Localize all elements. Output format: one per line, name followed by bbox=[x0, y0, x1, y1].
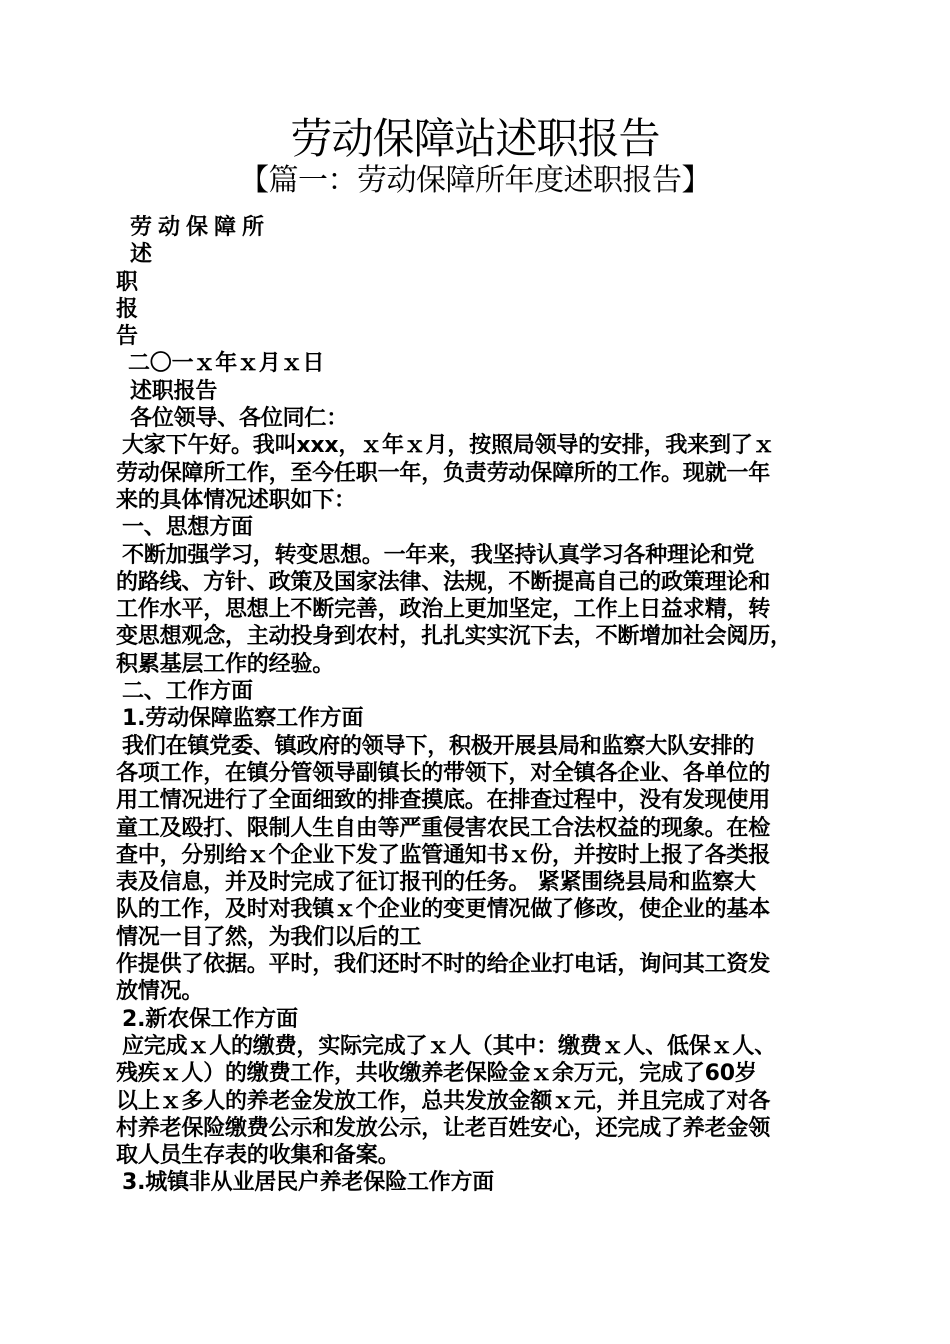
document-title: 劳动保障站述职报告 bbox=[290, 114, 660, 163]
text-line: 查中，分别给ｘ个企业下发了监管通知书ｘ份，并按时上报了各类报 bbox=[116, 842, 771, 868]
text-line: 告 bbox=[116, 324, 138, 350]
text-line: 1.劳动保障监察工作方面 bbox=[122, 706, 364, 732]
text-line: 表及信息，并及时完成了征订报刊的任务。 紧紧围绕县局和监察大 bbox=[116, 870, 756, 896]
text-line: 来的具体情况述职如下： bbox=[116, 487, 356, 513]
text-line: 3.城镇非从业居民户养老保险工作方面 bbox=[122, 1170, 495, 1196]
text-line: 放情况。 bbox=[116, 979, 204, 1005]
document-body bbox=[116, 214, 856, 1197]
document-subtitle: 【篇一：劳动保障所年度述职报告】 bbox=[239, 163, 711, 198]
text-line: 童工及殴打、限制人生自由等严重侵害农民工合法权益的现象。在检 bbox=[116, 815, 771, 841]
text-line: 大家下午好。我叫xxx，ｘ年ｘ月，按照局领导的安排，我来到了ｘ bbox=[122, 433, 775, 459]
text-line: 工作水平，思想上不断完善，政治上更加坚定，工作上日益求精，转 bbox=[116, 597, 771, 623]
text-line: 不断加强学习，转变思想。一年来，我坚持认真学习各种理论和党 bbox=[122, 542, 755, 568]
text-line: 2.新农保工作方面 bbox=[122, 1006, 298, 1032]
text-line: 残疾ｘ人）的缴费工作，共收缴养老保险金ｘ余万元，完成了60岁 bbox=[116, 1061, 757, 1087]
text-line: 应完成ｘ人的缴费，实际完成了ｘ人（其中：缴费ｘ人、低保ｘ人、 bbox=[122, 1033, 777, 1059]
text-line: 的路线、方针、政策及国家法律、法规，不断提高自己的政策理论和 bbox=[116, 569, 771, 595]
text-line: 积累基层工作的经验。 bbox=[116, 651, 335, 677]
text-line: 劳动保障所 bbox=[130, 215, 271, 240]
text-line: 报 bbox=[116, 296, 138, 322]
text-line: 二〇一ｘ年ｘ月ｘ日 bbox=[128, 351, 325, 377]
text-line: 用工情况进行了全面细致的排查摸底。在排查过程中，没有发现使用 bbox=[116, 788, 771, 814]
text-line: 各位领导、各位同仁： bbox=[130, 406, 349, 432]
text-line: 作提供了依据。平时，我们还时不时的给企业打电话，询问其工资发 bbox=[116, 952, 771, 978]
text-line: 职 bbox=[116, 269, 138, 295]
text-line: 情况一目了然，为我们以后的工 bbox=[116, 924, 422, 950]
text-line: 村养老保险缴费公示和发放公示，让老百姓安心，还完成了养老金领 bbox=[116, 1115, 771, 1141]
text-line: 变思想观念，主动投身到农村，扎扎实实沉下去，不断增加社会阅历， bbox=[116, 624, 792, 650]
text-line: 劳动保障所工作，至今任职一年，负责劳动保障所的工作。现就一年 bbox=[116, 460, 771, 486]
text-line: 以上ｘ多人的养老金发放工作，总共发放金额ｘ元，并且完成了对各 bbox=[116, 1088, 771, 1114]
text-line: 取人员生存表的收集和备案。 bbox=[116, 1143, 400, 1169]
text-line: 一、思想方面 bbox=[122, 515, 253, 541]
text-line: 队的工作，及时对我镇ｘ个企业的变更情况做了修改，使企业的基本 bbox=[116, 897, 771, 923]
text-line: 二、工作方面 bbox=[122, 679, 253, 705]
text-line: 各项工作，在镇分管领导副镇长的带领下，对全镇各企业、各单位的 bbox=[116, 760, 771, 786]
text-line: 我们在镇党委、镇政府的领导下，积极开展县局和监察大队安排的 bbox=[122, 733, 755, 759]
text-line: 述职报告 bbox=[130, 378, 218, 404]
text-line: 述 bbox=[130, 242, 152, 268]
